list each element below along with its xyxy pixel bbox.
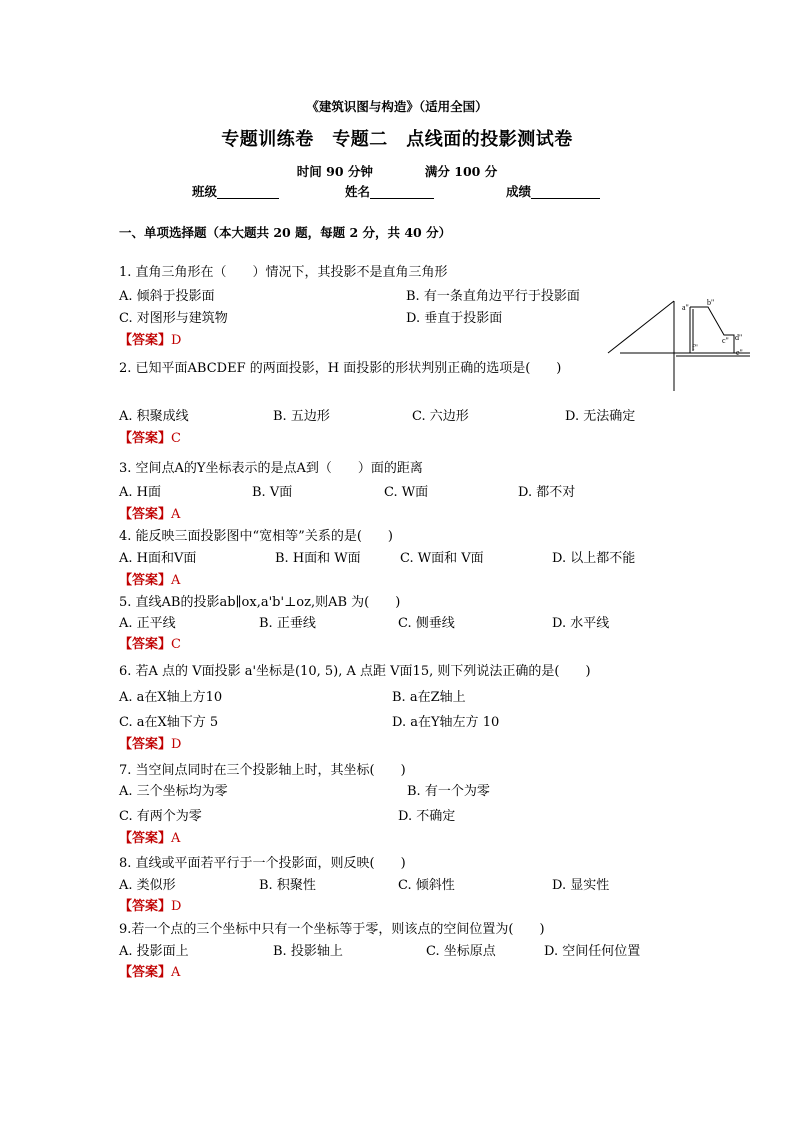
- question-stem: 9.若一个点的三个坐标中只有一个坐标等于零，则该点的空间位置为( ): [119, 922, 545, 937]
- answer-value: A: [171, 831, 181, 846]
- answer-value: A: [171, 507, 181, 522]
- option: A. 倾斜于投影面: [119, 289, 215, 304]
- option: A. a在X轴上方10: [119, 690, 223, 705]
- figure-label: b": [707, 298, 715, 307]
- document-subtitle: 《建筑识图与构造》（适用全国）: [306, 99, 488, 114]
- answer-line: [119, 895, 181, 914]
- section-heading: 一、单项选择题（本大题共 20 题，每题 2 分，共 40 分）: [119, 225, 452, 240]
- question-stem: 2. 已知平面ABCDEF 的两面投影，H 面投影的形状判别正确的选项是( ): [119, 361, 562, 376]
- option: D. 无法确定: [565, 409, 636, 424]
- option: B. 有一个为零: [407, 784, 490, 799]
- answer-label: 【答案】: [119, 573, 172, 588]
- class-label: 班级: [192, 184, 218, 199]
- answer-line: [119, 427, 181, 446]
- option: B. 投影轴上: [273, 944, 343, 959]
- option: D. 空间任何位置: [544, 944, 641, 959]
- question-stem: 6. 若A 点的 V面投影 a'坐标是(10, 5), A 点距 V面15, 则下列说法正确的是( ): [119, 664, 591, 679]
- option: C. a在X轴下方 5: [119, 715, 219, 730]
- option: B. V面: [252, 485, 293, 500]
- answer-label: 【答案】: [119, 831, 172, 846]
- option: D. 水平线: [552, 616, 610, 631]
- option: A. H面和V面: [119, 551, 197, 566]
- option: B. H面和 W面: [275, 551, 361, 566]
- answer-line: [119, 633, 181, 652]
- option: A. 积聚成线: [119, 409, 189, 424]
- question-stem: 7. 当空间点同时在三个投影轴上时，其坐标( ): [119, 763, 406, 778]
- answer-label: 【答案】: [119, 899, 172, 914]
- answer-line: [119, 961, 180, 980]
- answer-value: D: [171, 333, 182, 348]
- question-stem: 8. 直线或平面若平行于一个投影面，则反映( ): [119, 856, 406, 871]
- answer-value: D: [171, 737, 182, 752]
- question-stem: 4. 能反映三面投影图中“宽相等”关系的是( ): [119, 529, 393, 544]
- figure-label: f": [692, 343, 698, 352]
- option: C. 六边形: [412, 409, 469, 424]
- option: B. 五边形: [273, 409, 330, 424]
- name-blank[interactable]: [370, 185, 434, 199]
- answer-label: 【答案】: [119, 637, 172, 652]
- answer-value: D: [171, 899, 182, 914]
- name-field[interactable]: [345, 182, 434, 200]
- answer-value: C: [171, 431, 181, 446]
- class-field[interactable]: [192, 182, 279, 200]
- answer-label: 【答案】: [119, 333, 172, 348]
- exam-meta: [0, 162, 794, 180]
- answer-line: [119, 503, 180, 522]
- answer-line: [119, 733, 181, 752]
- answer-value: C: [171, 637, 181, 652]
- option: C. W面和 V面: [400, 551, 484, 566]
- answer-label: 【答案】: [119, 965, 172, 980]
- figure-label: d": [735, 333, 743, 342]
- answer-line: [119, 329, 181, 348]
- option: B. 有一条直角边平行于投影面: [406, 289, 580, 304]
- exam-score: 满分 100 分: [424, 164, 498, 179]
- name-label: 姓名: [345, 184, 371, 199]
- option: C. W面: [384, 485, 429, 500]
- option: B. 正垂线: [259, 616, 316, 631]
- projection-diagonal-line: [608, 301, 674, 353]
- class-blank[interactable]: [217, 185, 279, 199]
- option: C. 倾斜性: [398, 878, 455, 893]
- document-title: 专题训练卷 专题二 点线面的投影测试卷: [221, 129, 573, 150]
- option: D. 以上都不能: [552, 551, 636, 566]
- exam-time: 时间 90 分钟: [296, 164, 373, 179]
- answer-line: [119, 569, 180, 588]
- answer-label: 【答案】: [119, 431, 172, 446]
- projection-figure: [600, 295, 760, 395]
- option: C. 对图形与建筑物: [119, 311, 228, 326]
- option: C. 坐标原点: [426, 944, 496, 959]
- option: B. 积聚性: [259, 878, 316, 893]
- answer-value: A: [171, 573, 181, 588]
- option: C. 有两个为零: [119, 809, 202, 824]
- question-stem: 5. 直线AB的投影ab∥ox,a'b'⊥oz,则AB 为( ): [119, 595, 401, 610]
- answer-value: A: [171, 965, 181, 980]
- option: A. 投影面上: [119, 944, 189, 959]
- option: D. 显实性: [552, 878, 610, 893]
- option: A. 正平线: [119, 616, 176, 631]
- grade-blank[interactable]: [531, 185, 600, 199]
- option: D. 都不对: [518, 485, 576, 500]
- option: A. 类似形: [119, 878, 176, 893]
- option: D. 不确定: [398, 809, 456, 824]
- grade-field[interactable]: [506, 182, 600, 200]
- option: C. 侧垂线: [398, 616, 455, 631]
- option: D. 垂直于投影面: [406, 311, 503, 326]
- figure-label: e": [736, 348, 743, 357]
- option: A. H面: [119, 485, 161, 500]
- answer-label: 【答案】: [119, 737, 172, 752]
- answer-line: [119, 827, 180, 846]
- option: D. a在Y轴左方 10: [392, 715, 500, 730]
- grade-label: 成绩: [506, 184, 532, 199]
- question-stem: 1. 直角三角形在（ ）情况下，其投影不是直角三角形: [119, 265, 448, 280]
- option: A. 三个坐标均为零: [119, 784, 228, 799]
- answer-label: 【答案】: [119, 507, 172, 522]
- option: B. a在Z轴上: [392, 690, 466, 705]
- figure-label: c": [722, 336, 729, 345]
- figure-label: a": [682, 303, 689, 312]
- question-stem: 3. 空间点A的Y坐标表示的是点A到（ ）面的距离: [119, 461, 423, 476]
